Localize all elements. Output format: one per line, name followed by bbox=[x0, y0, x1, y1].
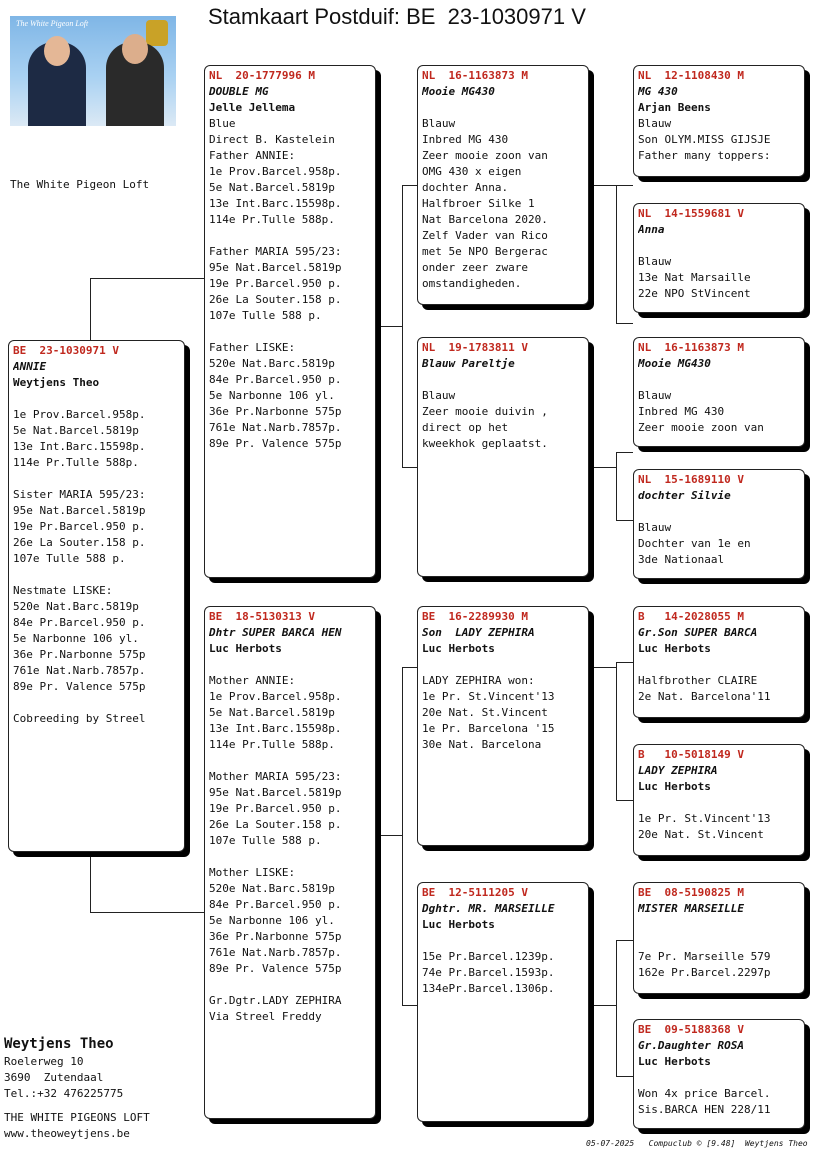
pigeon-card-fmf[interactable] bbox=[633, 337, 805, 447]
info-line bbox=[13, 567, 180, 583]
pigeon-name: Blauw Pareltje bbox=[422, 357, 515, 370]
info-line: Halfbrother CLAIRE bbox=[638, 674, 758, 687]
info-line: 761e Nat.Narb.7857p. bbox=[209, 421, 342, 434]
breeder-name: Luc Herbots bbox=[209, 642, 282, 655]
info-line: 74e Pr.Barcel.1593p. bbox=[422, 966, 555, 979]
ring-number: NL 19-1783811 V bbox=[422, 341, 528, 354]
owner-block bbox=[4, 1034, 150, 1142]
info-line: 1e Prov.Barcel.958p. bbox=[13, 408, 146, 421]
info-line: Won 4x price Barcel. bbox=[638, 1087, 771, 1100]
info-line: 13e Int.Barc.15598p. bbox=[209, 722, 342, 735]
info-line: Blauw bbox=[638, 117, 672, 130]
info-line: 7e Pr. Marseille 579 bbox=[638, 950, 771, 963]
connector-line bbox=[402, 667, 417, 668]
info-line: 95e Nat.Barcel.5819p bbox=[209, 786, 342, 799]
connector-line bbox=[402, 667, 403, 1005]
info-line: 13e Int.Barc.15598p. bbox=[13, 440, 146, 453]
info-line: 1e Pr. St.Vincent'13 bbox=[422, 690, 555, 703]
ring-number: NL 16-1163873 M bbox=[638, 341, 744, 354]
info-line bbox=[638, 657, 800, 673]
info-line: Mother LISKE: bbox=[209, 866, 296, 879]
ring-number: B 14-2028055 M bbox=[638, 610, 744, 623]
pigeon-name: MISTER MARSEILLE bbox=[638, 902, 744, 915]
info-line: 84e Pr.Barcel.950 p. bbox=[13, 616, 146, 629]
info-line: met 5e NPO Bergerac bbox=[422, 245, 548, 258]
info-line bbox=[638, 933, 800, 949]
info-line: Blauw bbox=[422, 117, 456, 130]
medal-badge-icon bbox=[146, 20, 168, 46]
pigeon-card-mother-father[interactable] bbox=[417, 606, 589, 846]
owner-website[interactable]: www.theoweytjens.be bbox=[4, 1127, 130, 1140]
photo-logo-text: The White Pigeon Loft bbox=[16, 19, 89, 28]
info-line: 5e Narbonne 106 yl. bbox=[209, 914, 335, 927]
info-line: 5e Nat.Barcel.5819p bbox=[209, 181, 335, 194]
pigeon-name: DOUBLE MG bbox=[209, 85, 269, 98]
loft-photo bbox=[10, 16, 176, 126]
info-line: onder zeer zware bbox=[422, 261, 528, 274]
info-line: 1e Pr. St.Vincent'13 bbox=[638, 812, 771, 825]
connector-line bbox=[616, 323, 633, 324]
pigeon-name: dochter Silvie bbox=[638, 489, 731, 502]
pigeon-card-subject[interactable] bbox=[8, 340, 185, 852]
info-line: Zelf Vader van Rico bbox=[422, 229, 548, 242]
info-line: 107e Tulle 588 p. bbox=[209, 834, 322, 847]
info-line: 5e Narbonne 106 yl. bbox=[13, 632, 139, 645]
ring-number: B 10-5018149 V bbox=[638, 748, 744, 761]
pigeon-card-father[interactable] bbox=[204, 65, 376, 578]
connector-line bbox=[402, 467, 417, 468]
connector-line bbox=[402, 185, 417, 186]
footer bbox=[586, 1139, 808, 1148]
info-line: 520e Nat.Barc.5819p bbox=[209, 882, 335, 895]
info-line: 1e Prov.Barcel.958p. bbox=[209, 165, 342, 178]
connector-line bbox=[589, 185, 616, 186]
info-line: 5e Nat.Barcel.5819p bbox=[209, 706, 335, 719]
pigeon-name: Gr.Son SUPER BARCA bbox=[638, 626, 758, 639]
pigeon-card-mother-mother[interactable] bbox=[417, 882, 589, 1122]
ring-number: NL 20-1777996 M bbox=[209, 69, 315, 82]
ring-number: BE 23-1030971 V bbox=[13, 344, 119, 357]
footer-author: Weytjens Theo bbox=[744, 1139, 808, 1148]
connector-line bbox=[616, 452, 633, 453]
info-line: Mother ANNIE: bbox=[209, 674, 296, 687]
info-line: 19e Pr.Barcel.950 p. bbox=[209, 802, 342, 815]
info-line: 2e Nat. Barcelona'11 bbox=[638, 690, 771, 703]
breeder-name bbox=[422, 100, 584, 116]
info-line bbox=[209, 849, 371, 865]
info-line: 5e Nat.Barcel.5819p bbox=[13, 424, 139, 437]
pigeon-name: Gr.Daughter ROSA bbox=[638, 1039, 744, 1052]
footer-date: 05-07-2025 bbox=[586, 1139, 635, 1148]
ring-number: BE 18-5130313 V bbox=[209, 610, 315, 623]
pigeon-name: Mooie MG430 bbox=[422, 85, 495, 98]
info-line: Son OLYM.MISS GIJSJE bbox=[638, 133, 771, 146]
info-line: Halfbroer Silke 1 bbox=[422, 197, 535, 210]
ring-number: BE 08-5190825 M bbox=[638, 886, 744, 899]
pigeon-card-father-mother[interactable] bbox=[417, 337, 589, 577]
info-line: 114e Pr.Tulle 588p. bbox=[13, 456, 139, 469]
info-line: Father MARIA 595/23: bbox=[209, 245, 342, 258]
owner-line: Roelerweg 10 bbox=[4, 1055, 84, 1068]
info-line: Blauw bbox=[638, 255, 672, 268]
info-line: 84e Pr.Barcel.950 p. bbox=[209, 898, 342, 911]
info-line: dochter Anna. bbox=[422, 181, 509, 194]
info-line: 89e Pr. Valence 575p bbox=[209, 437, 342, 450]
connector-line bbox=[589, 1005, 616, 1006]
pigeon-name: Son LADY ZEPHIRA bbox=[422, 626, 535, 639]
info-line: 134ePr.Barcel.1306p. bbox=[422, 982, 555, 995]
info-line: Gr.Dgtr.LADY ZEPHIRA bbox=[209, 994, 342, 1007]
info-line: Inbred MG 430 bbox=[638, 405, 725, 418]
ring-number: NL 14-1559681 V bbox=[638, 207, 744, 220]
info-line: omstandigheden. bbox=[422, 277, 522, 290]
info-line: 84e Pr.Barcel.950 p. bbox=[209, 373, 342, 386]
info-line: 26e La Souter.158 p. bbox=[13, 536, 146, 549]
info-line: 26e La Souter.158 p. bbox=[209, 293, 342, 306]
breeder-name: Luc Herbots bbox=[422, 918, 495, 931]
info-line: 15e Pr.Barcel.1239p. bbox=[422, 950, 555, 963]
info-line: Zeer mooie duivin , bbox=[422, 405, 548, 418]
connector-line bbox=[90, 852, 91, 912]
info-line: 89e Pr. Valence 575p bbox=[209, 962, 342, 975]
ring-number: NL 15-1689110 V bbox=[638, 473, 744, 486]
ring-number: BE 12-5111205 V bbox=[422, 886, 528, 899]
info-line: 19e Pr.Barcel.950 p. bbox=[209, 277, 342, 290]
connector-line bbox=[616, 185, 633, 186]
pigeon-name: ANNIE bbox=[13, 360, 47, 373]
info-line: 3de Nationaal bbox=[638, 553, 725, 566]
info-line: 20e Nat. St.Vincent bbox=[638, 828, 764, 841]
breeder-name bbox=[638, 917, 800, 933]
info-line bbox=[422, 933, 584, 949]
info-line: 520e Nat.Barc.5819p bbox=[209, 357, 335, 370]
owner-name: Weytjens Theo bbox=[4, 1036, 114, 1052]
info-line: 36e Pr.Narbonne 575p bbox=[209, 930, 342, 943]
connector-line bbox=[616, 662, 617, 800]
info-line bbox=[638, 1070, 800, 1086]
info-line: 20e Nat. St.Vincent bbox=[422, 706, 548, 719]
connector-line bbox=[90, 278, 204, 279]
pigeon-name: MG 430 bbox=[638, 85, 678, 98]
info-line: Nat Barcelona 2020. bbox=[422, 213, 548, 226]
owner-line: THE WHITE PIGEONS LOFT bbox=[4, 1111, 150, 1124]
info-line bbox=[209, 977, 371, 993]
breeder-name: Arjan Beens bbox=[638, 101, 711, 114]
info-line: 520e Nat.Barc.5819p bbox=[13, 600, 139, 613]
pigeon-card-ffm[interactable] bbox=[633, 203, 805, 313]
connector-line bbox=[376, 835, 402, 836]
info-line: 26e La Souter.158 p. bbox=[209, 818, 342, 831]
info-line: Blauw bbox=[422, 389, 456, 402]
info-line: Blue bbox=[209, 117, 236, 130]
info-line bbox=[13, 391, 180, 407]
info-line bbox=[638, 795, 800, 811]
info-line: Nestmate LISKE: bbox=[13, 584, 113, 597]
breeder-name bbox=[638, 238, 800, 254]
ring-number: NL 12-1108430 M bbox=[638, 69, 744, 82]
owner-line: Tel.:+32 476225775 bbox=[4, 1087, 124, 1100]
info-line: Father ANNIE: bbox=[209, 149, 296, 162]
info-line: 114e Pr.Tulle 588p. bbox=[209, 738, 335, 751]
info-line: Zeer mooie zoon van bbox=[638, 421, 764, 434]
connector-line bbox=[402, 1005, 417, 1006]
info-line: direct op het bbox=[422, 421, 509, 434]
pigeon-card-fff[interactable] bbox=[633, 65, 805, 177]
info-line: 36e Pr.Narbonne 575p bbox=[13, 648, 146, 661]
info-line: Cobreeding by Streel bbox=[13, 712, 146, 725]
info-line bbox=[209, 753, 371, 769]
person-right-head bbox=[122, 34, 148, 64]
pigeon-card-fmm[interactable] bbox=[633, 469, 805, 579]
pigeon-card-mmm[interactable] bbox=[633, 1019, 805, 1129]
connector-line bbox=[402, 185, 403, 467]
pigeon-card-mff[interactable] bbox=[633, 606, 805, 718]
info-line: Direct B. Kastelein bbox=[209, 133, 335, 146]
info-line: 1e Prov.Barcel.958p. bbox=[209, 690, 342, 703]
breeder-name: Luc Herbots bbox=[638, 642, 711, 655]
info-line bbox=[13, 695, 180, 711]
info-line: 22e NPO StVincent bbox=[638, 287, 751, 300]
info-line: Sis.BARCA HEN 228/11 bbox=[638, 1103, 771, 1116]
info-line: 13e Int.Barc.15598p. bbox=[209, 197, 342, 210]
ring-number: BE 16-2289930 M bbox=[422, 610, 528, 623]
connector-line bbox=[616, 185, 617, 323]
breeder-name: Weytjens Theo bbox=[13, 376, 100, 389]
info-line: Dochter van 1e en bbox=[638, 537, 751, 550]
pigeon-card-mfm[interactable] bbox=[633, 744, 805, 856]
ring-number: BE 09-5188368 V bbox=[638, 1023, 744, 1036]
info-line: 95e Nat.Barcel.5819p bbox=[209, 261, 342, 274]
connector-line bbox=[616, 940, 617, 1076]
info-line: Father LISKE: bbox=[209, 341, 296, 354]
owner-line bbox=[4, 1102, 150, 1110]
connector-line bbox=[616, 662, 633, 663]
person-left-head bbox=[44, 36, 70, 66]
info-line: 1e Pr. Barcelona '15 bbox=[422, 722, 555, 735]
info-line: Inbred MG 430 bbox=[422, 133, 509, 146]
info-line: 107e Tulle 588 p. bbox=[13, 552, 126, 565]
breeder-name: Luc Herbots bbox=[638, 1055, 711, 1068]
info-line: 13e Nat Marsaille bbox=[638, 271, 751, 284]
info-line: kweekhok geplaatst. bbox=[422, 437, 548, 450]
info-line: 30e Nat. Barcelona bbox=[422, 738, 542, 751]
info-line: Father many toppers: bbox=[638, 149, 771, 162]
breeder-name: Luc Herbots bbox=[422, 642, 495, 655]
pigeon-name: LADY ZEPHIRA bbox=[638, 764, 718, 777]
breeder-name bbox=[638, 372, 800, 388]
connector-line bbox=[616, 940, 633, 941]
info-line bbox=[422, 657, 584, 673]
loft-name: The White Pigeon Loft bbox=[10, 178, 150, 191]
breeder-name: Luc Herbots bbox=[638, 780, 711, 793]
connector-line bbox=[616, 800, 633, 801]
connector-line bbox=[589, 667, 616, 668]
pigeon-name: Dghtr. MR. MARSEILLE bbox=[422, 902, 555, 915]
connector-line bbox=[90, 912, 204, 913]
owner-line: 3690 Zutendaal bbox=[4, 1071, 104, 1084]
info-line: OMG 430 x eigen bbox=[422, 165, 522, 178]
info-line bbox=[13, 471, 180, 487]
info-line: Zeer mooie zoon van bbox=[422, 149, 548, 162]
connector-line bbox=[589, 467, 616, 468]
pigeon-name: Mooie MG430 bbox=[638, 357, 711, 370]
info-line bbox=[209, 657, 371, 673]
info-line: Blauw bbox=[638, 521, 672, 534]
info-line: 162e Pr.Barcel.2297p bbox=[638, 966, 771, 979]
info-line: Mother MARIA 595/23: bbox=[209, 770, 342, 783]
pigeon-card-father-father[interactable] bbox=[417, 65, 589, 305]
info-line: 5e Narbonne 106 yl. bbox=[209, 389, 335, 402]
info-line: 89e Pr. Valence 575p bbox=[13, 680, 146, 693]
info-line bbox=[209, 324, 371, 340]
breeder-name bbox=[422, 372, 584, 388]
page-title: Stamkaart Postduif: BE 23-1030971 V bbox=[208, 4, 586, 29]
info-line: 95e Nat.Barcel.5819p bbox=[13, 504, 146, 517]
info-line bbox=[209, 228, 371, 244]
info-line: 761e Nat.Narb.7857p. bbox=[13, 664, 146, 677]
connector-line bbox=[376, 326, 402, 327]
info-line: 107e Tulle 588 p. bbox=[209, 309, 322, 322]
connector-line bbox=[616, 452, 617, 520]
info-line: 19e Pr.Barcel.950 p. bbox=[13, 520, 146, 533]
info-line: 36e Pr.Narbonne 575p bbox=[209, 405, 342, 418]
pigeon-card-mother[interactable] bbox=[204, 606, 376, 1119]
ring-number: NL 16-1163873 M bbox=[422, 69, 528, 82]
pigeon-name: Anna bbox=[638, 223, 665, 236]
breeder-name: Jelle Jellema bbox=[209, 101, 296, 114]
connector-line bbox=[90, 278, 91, 340]
info-line: Via Streel Freddy bbox=[209, 1010, 322, 1023]
pigeon-name: Dhtr SUPER BARCA HEN bbox=[209, 626, 342, 639]
connector-line bbox=[616, 520, 633, 521]
footer-software: Compuclub © [9.48] bbox=[648, 1139, 736, 1148]
breeder-name bbox=[638, 504, 800, 520]
connector-line bbox=[616, 1076, 633, 1077]
info-line: 761e Nat.Narb.7857p. bbox=[209, 946, 342, 959]
info-line: 114e Pr.Tulle 588p. bbox=[209, 213, 335, 226]
pigeon-card-mmf[interactable] bbox=[633, 882, 805, 994]
info-line: LADY ZEPHIRA won: bbox=[422, 674, 535, 687]
info-line: Sister MARIA 595/23: bbox=[13, 488, 146, 501]
info-line: Blauw bbox=[638, 389, 672, 402]
